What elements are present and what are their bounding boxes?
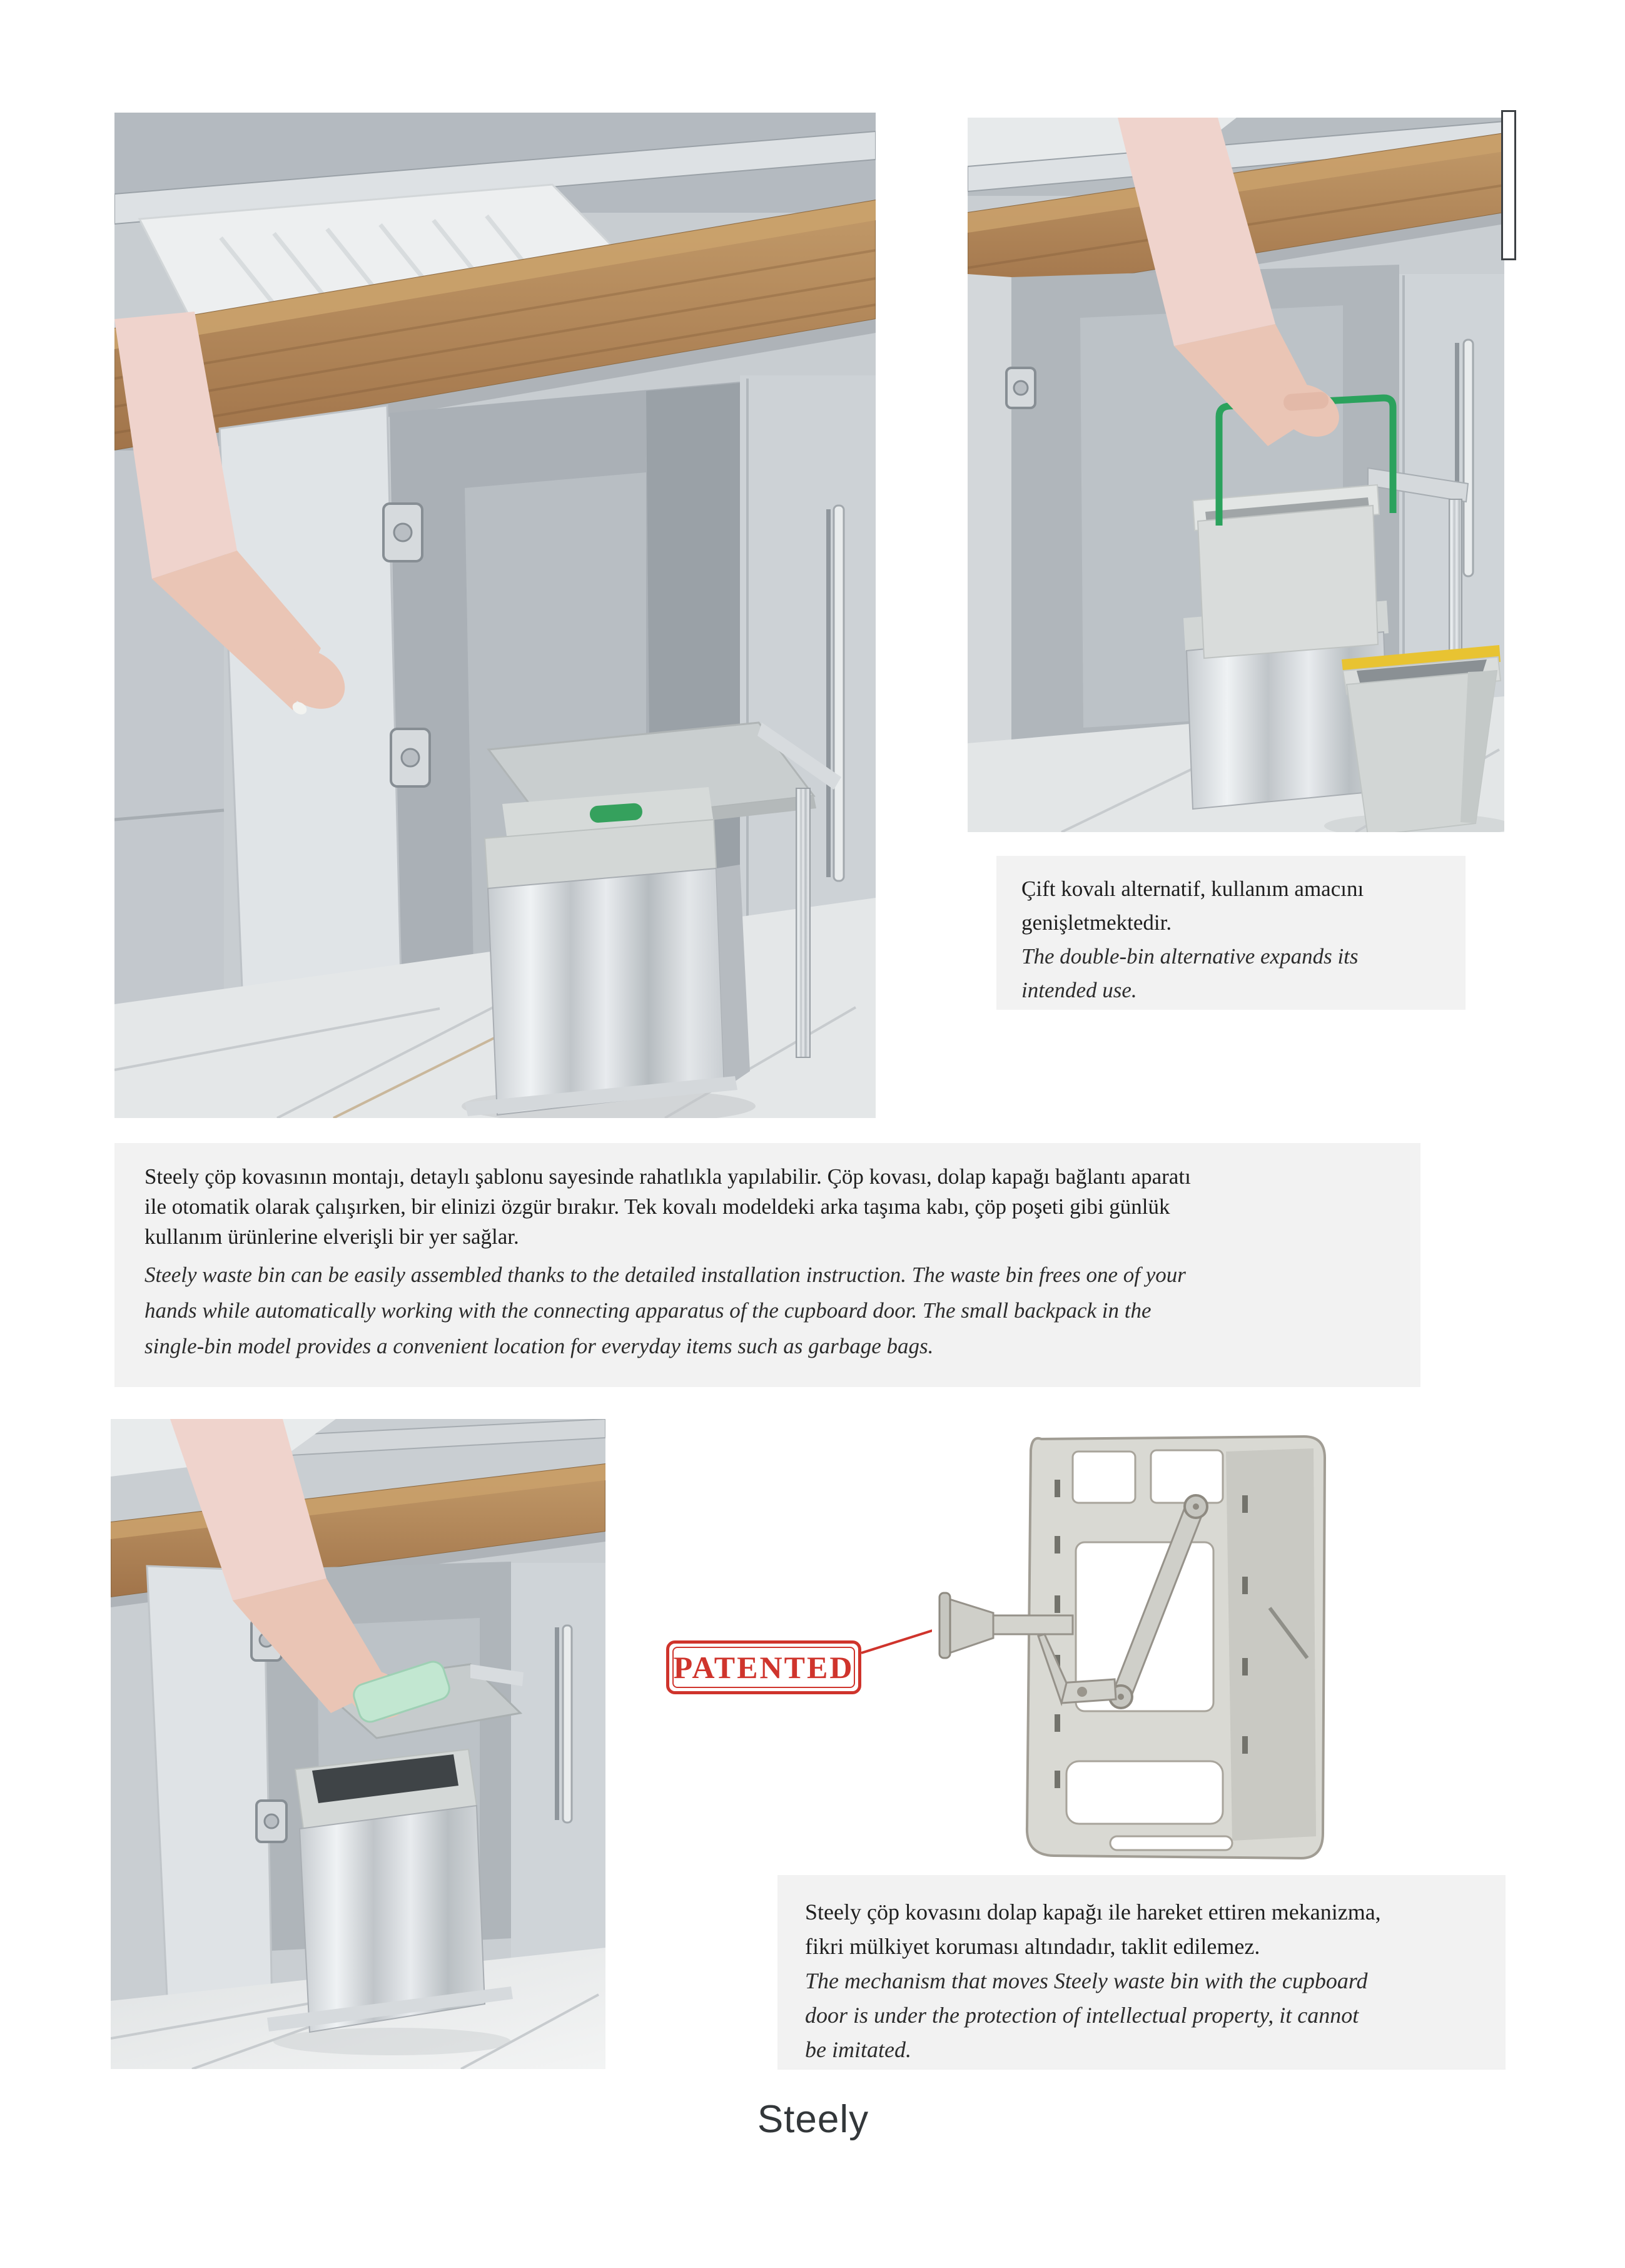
caption-line: door is under the protection of intellectual property, it cannot	[805, 2003, 1359, 2028]
caption-line: Steely çöp kovasının montajı, detaylı şablonu sayesinde rahatlıkla yapılabilir. Çöp kovası, dolap kapağı bağlantı aparatı	[144, 1164, 1191, 1189]
door-hinge	[383, 504, 422, 561]
patented-stamp-label: PATENTED	[673, 1650, 854, 1685]
photo-single-bin-pullout	[114, 113, 876, 1118]
caption-line: kullanım ürünlerine elverişli bir yer sağlar.	[144, 1224, 519, 1249]
caption-line: Çift kovalı alternatif, kullanım amacını	[1021, 877, 1364, 901]
patented-stamp	[666, 1640, 861, 1694]
kitchen-scene-2	[968, 118, 1504, 832]
caption-line: intended use.	[1021, 978, 1137, 1002]
photo-door-mechanism	[932, 1420, 1332, 1871]
cabinet-handle	[1464, 340, 1473, 576]
bin-chrome-body	[488, 868, 724, 1115]
caption-line: Steely waste bin can be easily assembled thanks to the detailed installation instruction. The waste bin frees one of your	[144, 1263, 1186, 1287]
brand-logo: Steely	[757, 2098, 869, 2141]
cabinet-handle	[563, 1625, 572, 1823]
mechanism-frame	[1027, 1437, 1325, 1858]
kitchen-scene-3	[111, 1419, 605, 2069]
door-hinge	[391, 729, 430, 786]
photo-inner-bucket-lift	[968, 118, 1504, 832]
caption-line: single-bin model provides a convenient location for everyday items such as garbage bags.	[144, 1334, 934, 1358]
caption-double-bin	[996, 856, 1466, 1010]
caption-patent	[777, 1875, 1506, 2070]
caption-line: ile otomatik olarak çalışırken, bir elinizi özgür bırakır. Tek kovalı modeldeki arka taşıma kabı, çöp poşeti gibi günlük	[144, 1194, 1170, 1219]
caption-line: be imitated.	[805, 2037, 911, 2062]
photo-garbage-bag-insert	[111, 1419, 605, 2069]
left-door-edge	[968, 274, 1011, 784]
yellow-rim-bin	[1342, 645, 1501, 832]
caption-line: genişletmektedir.	[1021, 910, 1172, 935]
caption-main	[114, 1143, 1420, 1387]
caption-line: Steely çöp kovasını dolap kapağı ile hareket ettiren mekanizma,	[805, 1899, 1381, 1925]
caption-line: fikri mülkiyet koruması altındadır, taklit edilemez.	[805, 1934, 1260, 1959]
kitchen-scene-1	[114, 113, 876, 1118]
caption-line: The mechanism that moves Steely waste bin with the cupboard	[805, 1968, 1368, 1993]
caption-line: The double-bin alternative expands its	[1021, 944, 1359, 969]
door-hinge	[1006, 368, 1035, 408]
base-slot	[1110, 1836, 1232, 1850]
cabinet-handle	[834, 506, 844, 881]
mechanism-scene	[932, 1420, 1332, 1871]
scan-artifact-bracket	[1501, 110, 1516, 260]
door-hinge	[256, 1801, 286, 1842]
frame-post	[796, 788, 810, 1057]
link-bar	[1060, 1679, 1116, 1703]
caption-line: hands while automatically working with the connecting apparatus of the cupboard door. The small backpack in the	[144, 1298, 1152, 1323]
